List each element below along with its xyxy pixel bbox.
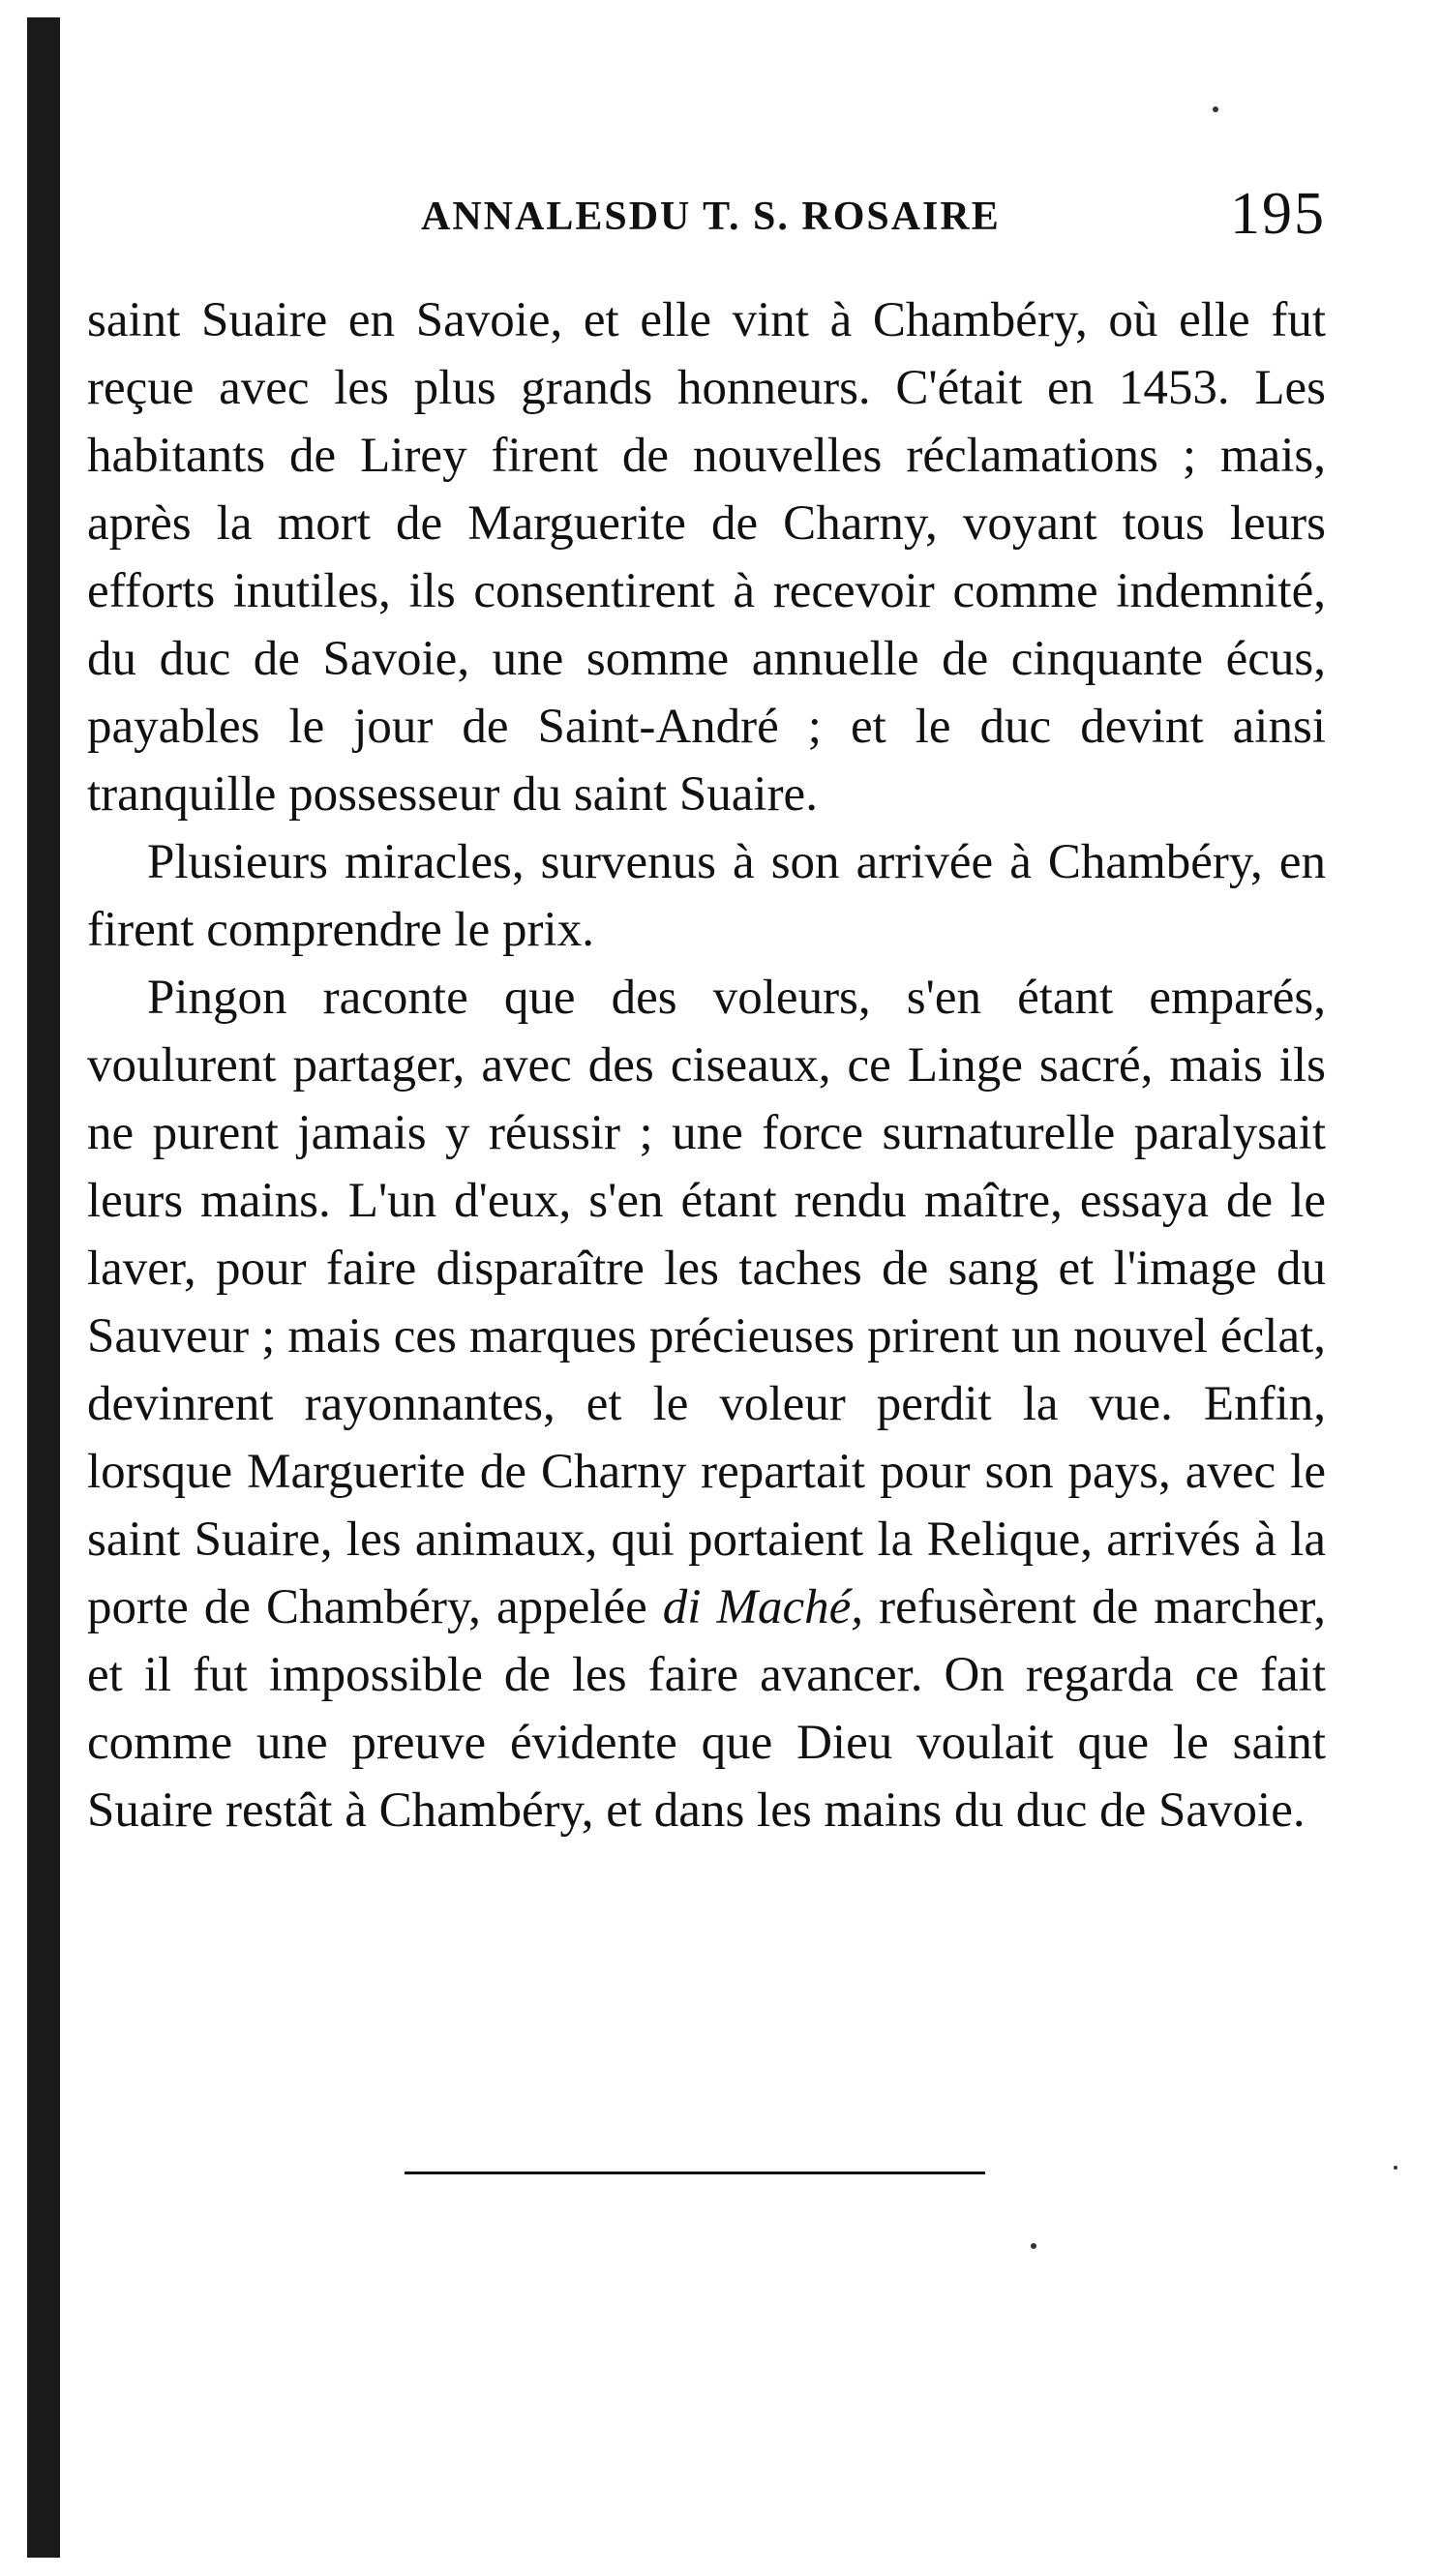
place-name-italic: di Maché, <box>662 1580 864 1634</box>
paragraph-continued: saint Suaire en Savoie, et elle vint à Chambéry, où elle fut reçue avec les plus grands honneurs. C'était en 1453. Les habitants de Lirey firent de nouvelles réclamations ; mais, après la mort de Marguerite de Charny, voyant tous leurs efforts inutiles, ils consentirent à recevoir comme indemnité, du duc de Savoie, une somme annuelle de cinquante écus, payables le jour de Saint-André ; et le duc devint ainsi tranquille possesseur du saint Suaire. <box>87 293 1326 822</box>
section-rule <box>405 2172 985 2174</box>
print-speck <box>1031 2243 1036 2249</box>
print-speck <box>1213 106 1218 112</box>
paragraph-pingon-text-2: refusèrent de marcher, et il fut impossible de les faire avancer. On regarda ce fait comme une preuve évidente que Dieu voulait que le saint Suaire restât à Chambéry, et dans les mains du duc de Savoie. <box>87 1580 1327 1838</box>
page-binding-edge <box>27 17 60 2558</box>
page-header <box>87 174 1326 252</box>
body-text <box>87 286 1326 1844</box>
paragraph-pingon-text-1: Pingon raconte que des voleurs, s'en étant emparés, voulurent partager, avec des ciseaux, ce Linge sacré, mais ils ne purent jamais y réussir ; une force surnaturelle paralysait leurs mains. L'un d'eux, s'en étant rendu maître, essaya de le laver, pour faire disparaître les taches de sang et l'image du Sauveur ; mais ces marques précieuses prirent un nouvel éclat, devinrent rayonnantes, et le voleur perdit la vue. Enfin, lorsque Marguerite de Charny repartait pour son pays, avec le saint Suaire, les animaux, qui portaient la Relique, arrivés à la porte de Chambéry, appelée <box>87 971 1326 1634</box>
running-head: ANNALESDU T. S. ROSAIRE <box>421 195 1001 239</box>
print-speck <box>1394 2166 1397 2170</box>
page-number: 195 <box>1230 181 1326 247</box>
paragraph-pingon <box>87 964 1326 1844</box>
paragraph-miracles: Plusieurs miracles, survenus à son arrivée à Chambéry, en firent comprendre le prix. <box>87 835 1326 957</box>
